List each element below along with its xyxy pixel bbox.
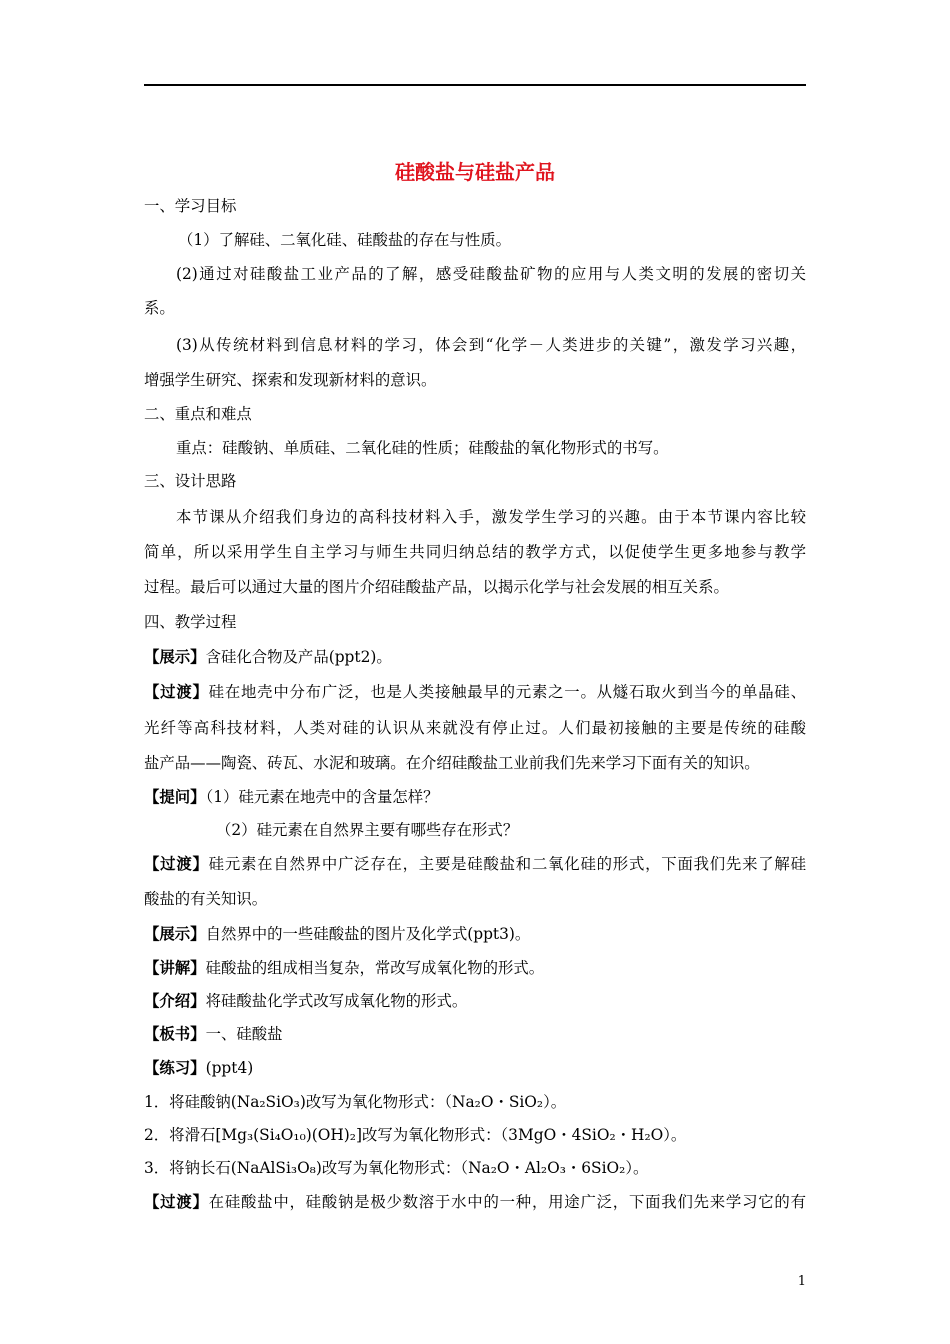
- show-1-tag: 【展示】: [144, 648, 206, 666]
- objective-3-line-1: (3)从传统材料到信息材料的学习，体会到“化学－人类进步的关键”，激发学习兴趣，: [176, 336, 806, 354]
- practice-text: (ppt4): [205, 1059, 254, 1077]
- show-1-text: 含硅化合物及产品(ppt2)。: [205, 648, 392, 666]
- key-points-text: 重点：硅酸钠、单质硅、二氧化硅的性质；硅酸盐的氧化物形式的书写。: [176, 439, 669, 457]
- board-text: 一、硅酸盐: [205, 1025, 283, 1043]
- design-line-2: 简单，所以采用学生自主学习与师生共同归纳总结的教学方式，以促使学生更多地参与教学: [144, 543, 806, 561]
- section-heading-design: 三、设计思路: [144, 472, 237, 490]
- transition-1-tag: 【过渡】: [144, 683, 209, 701]
- design-line-1: 本节课从介绍我们身边的高科技材料入手，激发学生学习的兴趣。由于本节课内容比较: [176, 508, 806, 526]
- transition-2-line-1: [144, 852, 806, 876]
- explain-text: 硅酸盐的组成相当复杂，常改写成氧化物的形式。: [205, 959, 545, 977]
- question-paragraph: [144, 785, 806, 809]
- transition-3-text-a: 在硅酸盐中，硅酸钠是极少数溶于水中的一种，用途广泛，下面我们先来学习它的有: [208, 1193, 806, 1211]
- transition-1-line-3: 盐产品——陶瓷、砖瓦、水泥和玻璃。在介绍硅酸盐工业前我们先来学习下面有关的知识。: [144, 754, 760, 772]
- show-2-paragraph: [144, 922, 806, 946]
- intro-tag: 【介绍】: [144, 992, 206, 1010]
- question-2: （2）硅元素在自然界主要有哪些存在形式？: [216, 821, 519, 839]
- objective-1: （1）了解硅、二氧化硅、硅酸盐的存在与性质。: [178, 231, 511, 249]
- section-heading-process: 四、教学过程: [144, 613, 237, 631]
- exercise-1: 1．将硅酸钠(Na₂SiO₃)改写为氧化物形式：（Na₂O・SiO₂）。: [144, 1093, 567, 1111]
- transition-3-tag: 【过渡】: [144, 1193, 209, 1211]
- explain-tag: 【讲解】: [144, 959, 206, 977]
- practice-paragraph: [144, 1056, 806, 1080]
- objective-2-line-2: 系。: [144, 299, 175, 317]
- header-rule: [144, 84, 806, 86]
- transition-1-text-a: 硅在地壳中分布广泛，也是人类接触最早的元素之一。从燧石取火到当今的单晶硅、: [208, 683, 806, 701]
- show-2-tag: 【展示】: [144, 925, 206, 943]
- exercise-3: 3．将钠长石(NaAlSi₃O₈)改写为氧化物形式：（Na₂O・Al₂O₃・6SiO₂）。: [144, 1159, 649, 1177]
- board-paragraph: [144, 1022, 806, 1046]
- section-heading-key-points: 二、重点和难点: [144, 405, 252, 423]
- question-1: （1）硅元素在地壳中的含量怎样？: [205, 788, 439, 806]
- transition-1-line-2: 光纤等高科技材料，人类对硅的认识从来就没有停止过。人们最初接触的主要是传统的硅酸: [144, 719, 806, 737]
- section-heading-objectives: 一、学习目标: [144, 197, 237, 215]
- question-tag: 【提问】: [144, 788, 206, 806]
- objective-2-line-1: (2)通过对硅酸盐工业产品的了解，感受硅酸盐矿物的应用与人类文明的发展的密切关: [176, 265, 806, 283]
- practice-tag: 【练习】: [144, 1059, 206, 1077]
- explain-paragraph: [144, 956, 806, 980]
- page-number: 1: [797, 1274, 806, 1289]
- exercise-2: 2．将滑石[Mg₃(Si₄O₁₀)(OH)₂]改写为氧化物形式：（3MgO・4SiO₂・H₂O）。: [144, 1126, 687, 1144]
- intro-text: 将硅酸盐化学式改写成氧化物的形式。: [205, 992, 468, 1010]
- transition-3-line-1: [144, 1190, 806, 1214]
- transition-2-line-2: 酸盐的有关知识。: [144, 890, 268, 908]
- design-line-3: 过程。最后可以通过大量的图片介绍硅酸盐产品，以揭示化学与社会发展的相互关系。: [144, 578, 729, 596]
- transition-1-line-1: [144, 680, 806, 704]
- intro-paragraph: [144, 989, 806, 1013]
- transition-2-tag: 【过渡】: [144, 855, 209, 873]
- objective-3-line-2: 增强学生研究、探索和发现新材料的意识。: [144, 371, 437, 389]
- show-2-text: 自然界中的一些硅酸盐的图片及化学式(ppt3)。: [205, 925, 531, 943]
- show-1-paragraph: [144, 645, 806, 669]
- board-tag: 【板书】: [144, 1025, 206, 1043]
- transition-2-text-a: 硅元素在自然界中广泛存在，主要是硅酸盐和二氧化硅的形式，下面我们先来了解硅: [208, 855, 806, 873]
- document-title: 硅酸盐与硅盐产品: [395, 160, 555, 184]
